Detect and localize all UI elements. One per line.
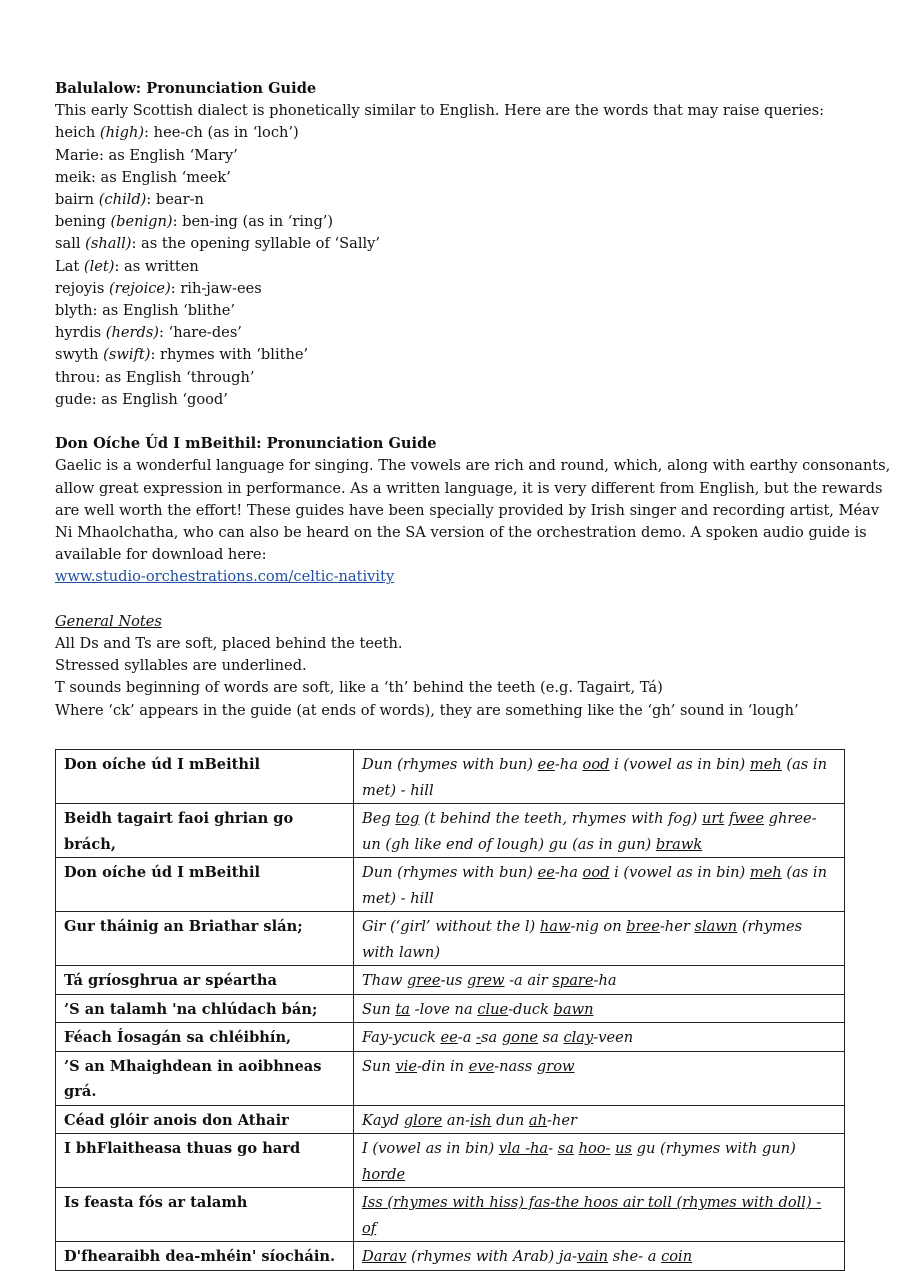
pronunciation-cell xyxy=(354,804,845,858)
stressed-syllable: slawn xyxy=(694,918,738,935)
table-row xyxy=(56,1242,845,1271)
syllable-text: Beg xyxy=(362,810,396,827)
stressed-syllable: clay xyxy=(563,1029,594,1046)
intro-line-1: Gaelic is a wonderful language for singing. The vowels are rich and round, which, along with earthy consonants, xyxy=(55,457,891,475)
pronunciation-cell xyxy=(354,858,845,912)
syllable-text: -veen xyxy=(593,1029,634,1046)
pronunciation-cell xyxy=(354,1134,845,1188)
table-row xyxy=(56,1051,845,1105)
stressed-syllable: fwee xyxy=(728,810,765,827)
word-entry xyxy=(55,211,855,233)
word-entry xyxy=(55,167,855,189)
syllable-text: Dun (rhymes with bun) xyxy=(362,756,538,773)
table-row xyxy=(56,1023,845,1052)
word-pronunciation: : hee-ch (as in ‘loch’) xyxy=(144,124,299,142)
stressed-syllable: Iss (rhymes with hiss) fas-the hoos air toll (rhymes with doll) -of xyxy=(362,1194,822,1237)
table-row xyxy=(56,1188,845,1242)
word: rejoyis xyxy=(55,279,109,297)
syllable-text: she- a xyxy=(608,1248,662,1265)
syllable-text: Dun (rhymes with bun) xyxy=(362,864,538,881)
word: sall xyxy=(55,235,86,253)
stressed-syllable: ood xyxy=(582,756,610,773)
syllable-text: Thaw xyxy=(362,972,407,989)
syllable-text: (t behind the teeth, rhymes with fog) xyxy=(419,810,702,827)
word-entry xyxy=(55,300,855,322)
note-item: Stressed syllables are underlined. xyxy=(55,657,307,675)
syllable-text: dun xyxy=(491,1111,529,1129)
word-entry xyxy=(55,145,855,167)
stressed-syllable: gree xyxy=(406,972,441,989)
word-entry xyxy=(55,322,855,344)
stressed-syllable: hoo- xyxy=(578,1140,611,1157)
stressed-syllable: ee xyxy=(537,756,555,773)
balulalow-word-list xyxy=(55,122,855,411)
word-entry xyxy=(55,367,855,389)
syllable-text: -her xyxy=(659,918,695,935)
stressed-syllable: spare xyxy=(552,972,594,989)
word-pronunciation: : rhymes with ‘blithe’ xyxy=(150,346,309,364)
intro-line-5: available for download here: xyxy=(55,546,267,564)
general-notes-heading: General Notes xyxy=(55,612,162,630)
syllable-text: (as in met) - hill xyxy=(362,756,827,799)
irish-lyric-cell: Beidh tagairt faoi ghrian go brách, xyxy=(56,804,354,858)
irish-lyric-cell: Is feasta fós ar talamh xyxy=(56,1188,354,1242)
stressed-syllable: vie xyxy=(395,1057,417,1075)
word: heich xyxy=(55,124,100,142)
pronunciation-cell xyxy=(354,966,845,995)
balulalow-heading: Balulalow: Pronunciation Guide xyxy=(55,80,317,97)
stressed-syllable: urt xyxy=(701,810,725,827)
irish-lyric-cell: Céad glóir anois don Athair xyxy=(56,1105,354,1134)
word-gloss: (herds) xyxy=(105,324,159,342)
syllable-text: -din in xyxy=(417,1057,469,1075)
stressed-syllable: tog xyxy=(395,810,420,827)
word-gloss: (child) xyxy=(98,191,147,209)
pronunciation-table xyxy=(55,749,845,1271)
stressed-syllable: bawn xyxy=(553,1000,594,1018)
don-oiche-heading: Don Oíche Úd I mBeithil: Pronunciation Guide xyxy=(55,435,437,453)
syllable-text: I (vowel as in bin) xyxy=(362,1140,499,1157)
stressed-syllable: vla -ha xyxy=(498,1140,549,1157)
irish-lyric-cell: Don oíche úd I mBeithil xyxy=(56,858,354,912)
stressed-syllable: meh xyxy=(749,756,782,773)
stressed-syllable: haw xyxy=(539,918,571,935)
word-pronunciation: : as English ‘Mary’ xyxy=(98,146,238,164)
syllable-text: ghree-un (gh like end of lough) gu (as in gun) xyxy=(362,810,817,853)
word-pronunciation: : bear-n xyxy=(146,191,204,209)
syllable-text: - xyxy=(548,1140,558,1157)
pronunciation-cell xyxy=(354,1105,845,1134)
word-gloss: (swift) xyxy=(103,346,151,364)
table-row xyxy=(56,912,845,966)
stressed-syllable: grow xyxy=(536,1057,575,1075)
stressed-syllable: gone xyxy=(501,1029,538,1046)
word-pronunciation: : as English ‘through’ xyxy=(95,368,255,386)
stressed-syllable: vain xyxy=(577,1248,609,1265)
word-pronunciation: : rih-jaw-ees xyxy=(170,279,262,297)
irish-lyric-cell: I bhFlaitheasa thuas go hard xyxy=(56,1134,354,1188)
pronunciation-cell xyxy=(354,750,845,804)
pronunciation-cell xyxy=(354,1188,845,1242)
word: blyth xyxy=(55,302,93,320)
document-page xyxy=(55,78,891,722)
stressed-syllable: ish xyxy=(469,1111,492,1129)
word: Marie xyxy=(55,146,99,164)
syllable-text: gu (rhymes with gun) xyxy=(632,1140,796,1157)
intro-line-3: are well worth the effort! These guides have been specially provided by Irish singer and recording artist, Méav xyxy=(55,501,880,519)
word-pronunciation: : as English ‘meek’ xyxy=(91,168,231,186)
intro-line-4: Ni Mhaolchatha, who can also be heard on the SA version of the orchestration demo. A spoken audio guide is xyxy=(55,524,867,542)
syllable-text: Sun xyxy=(362,1000,396,1018)
word-gloss: (benign) xyxy=(110,213,173,231)
table-row xyxy=(56,1134,845,1188)
irish-lyric-cell: ’S an Mhaighdean in aoibhneas grá. xyxy=(56,1051,354,1105)
syllable-text: i (vowel as in bin) xyxy=(609,864,750,881)
stressed-syllable: brawk xyxy=(655,835,703,853)
table-row xyxy=(56,966,845,995)
word-entry xyxy=(55,278,855,300)
stressed-syllable: meh xyxy=(749,864,782,881)
note-item: T sounds beginning of words are soft, like a ‘th’ behind the teeth (e.g. Tagairt, Tá) xyxy=(55,679,663,697)
word: meik xyxy=(55,168,91,186)
syllable-text: -duck xyxy=(508,1000,554,1018)
syllable-text: Sun xyxy=(362,1057,396,1075)
irish-lyric-cell: Tá gríosghrua ar spéartha xyxy=(56,966,354,995)
stressed-syllable: ee xyxy=(537,864,555,881)
word: Lat xyxy=(55,257,84,275)
syllable-text: -love na xyxy=(410,1000,478,1018)
syllable-text: sa xyxy=(480,1029,502,1046)
intro-line-2: allow great expression in performance. As a written language, it is very different from English, but the rewards xyxy=(55,479,883,497)
note-item: All Ds and Ts are soft, placed behind the teeth. xyxy=(55,635,403,653)
table-row xyxy=(56,1105,845,1134)
stressed-syllable: - xyxy=(476,1029,481,1046)
stressed-syllable: ta xyxy=(395,1000,411,1018)
pronunciation-cell xyxy=(354,994,845,1023)
irish-lyric-cell: ’S an talamh 'na chlúdach bán; xyxy=(56,994,354,1023)
stressed-syllable: eve xyxy=(468,1057,495,1075)
pronunciation-cell xyxy=(354,1023,845,1052)
syllable-text: an- xyxy=(442,1111,470,1129)
syllable-text: -nig on xyxy=(570,918,627,935)
irish-lyric-cell: Féach Íosagán sa chléibhín, xyxy=(56,1023,354,1052)
syllable-text: (rhymes with Arab) ja- xyxy=(406,1248,577,1265)
word: bening xyxy=(55,213,111,231)
pronunciation-cell xyxy=(354,912,845,966)
irish-lyric-cell: Don oíche úd I mBeithil xyxy=(56,750,354,804)
word-gloss: (rejoice) xyxy=(108,279,171,297)
syllable-text: Gir (‘girl’ without the l) xyxy=(362,918,540,935)
word-gloss: (shall) xyxy=(85,235,132,253)
syllable-text: (rhymes with lawn) xyxy=(362,918,803,961)
table-row xyxy=(56,858,845,912)
stressed-syllable: clue xyxy=(477,1000,509,1018)
syllable-text: -us xyxy=(440,972,468,989)
table-row xyxy=(56,750,845,804)
stressed-syllable: Darav xyxy=(362,1248,407,1265)
syllable-text: -her xyxy=(547,1111,577,1129)
word-pronunciation: : as written xyxy=(114,257,199,275)
word-pronunciation: : as English ‘blithe’ xyxy=(92,302,236,320)
word-pronunciation: : as the opening syllable of ‘Sally’ xyxy=(131,235,381,253)
word: swyth xyxy=(55,346,104,364)
table-row xyxy=(56,994,845,1023)
word-gloss: (high) xyxy=(99,124,145,142)
syllable-text: -ha xyxy=(554,756,583,773)
word-pronunciation: : ben-ing (as in ‘ring’) xyxy=(172,213,334,231)
audio-guide-link[interactable]: www.studio-orchestrations.com/celtic-nativity xyxy=(55,568,395,586)
word-entry xyxy=(55,389,855,411)
syllable-text: -nass xyxy=(494,1057,537,1075)
syllable-text: i (vowel as in bin) xyxy=(609,756,750,773)
table-row xyxy=(56,804,845,858)
stressed-syllable: bree xyxy=(626,918,660,935)
word: bairn xyxy=(55,191,99,209)
irish-lyric-cell: D'fhearaibh dea-mhéin' síocháin. xyxy=(56,1242,354,1271)
word-entry xyxy=(55,189,855,211)
balulalow-intro: This early Scottish dialect is phonetically similar to English. Here are the words that may raise queries: xyxy=(55,102,825,120)
stressed-syllable: ood xyxy=(582,864,610,881)
syllable-text: -a air xyxy=(504,972,553,989)
word-entry xyxy=(55,256,855,278)
stressed-syllable: glore xyxy=(403,1111,443,1129)
syllable-text: -a xyxy=(457,1029,477,1046)
syllable-text: -ha xyxy=(593,972,617,989)
syllable-text: Kayd xyxy=(362,1111,404,1129)
word-gloss: (let) xyxy=(83,257,115,275)
stressed-syllable: sa xyxy=(557,1140,574,1157)
stressed-syllable: ee xyxy=(440,1029,458,1046)
word: throu xyxy=(55,368,96,386)
note-item: Where ‘ck’ appears in the guide (at ends of words), they are something like the ‘gh’ sound in ‘lough’ xyxy=(55,701,799,719)
syllable-text: -ha xyxy=(554,864,583,881)
word-pronunciation: : ‘hare-des’ xyxy=(159,324,242,342)
pronunciation-cell xyxy=(354,1242,845,1271)
word-entry xyxy=(55,344,855,366)
stressed-syllable: ah xyxy=(528,1111,548,1129)
irish-lyric-cell: Gur tháinig an Briathar slán; xyxy=(56,912,354,966)
syllable-text: Fay-ycuck xyxy=(362,1029,441,1046)
stressed-syllable: us xyxy=(615,1140,632,1157)
word: hyrdis xyxy=(55,324,106,342)
syllable-text: sa xyxy=(538,1029,564,1046)
stressed-syllable: grew xyxy=(467,972,505,989)
word-entry xyxy=(55,233,855,255)
word-entry xyxy=(55,122,855,144)
word-pronunciation: : as English ‘good’ xyxy=(91,390,228,408)
syllable-text: (as in met) - hill xyxy=(362,864,827,907)
stressed-syllable: horde xyxy=(362,1165,406,1183)
word: gude xyxy=(55,390,92,408)
stressed-syllable: coin xyxy=(661,1248,693,1265)
pronunciation-cell xyxy=(354,1051,845,1105)
